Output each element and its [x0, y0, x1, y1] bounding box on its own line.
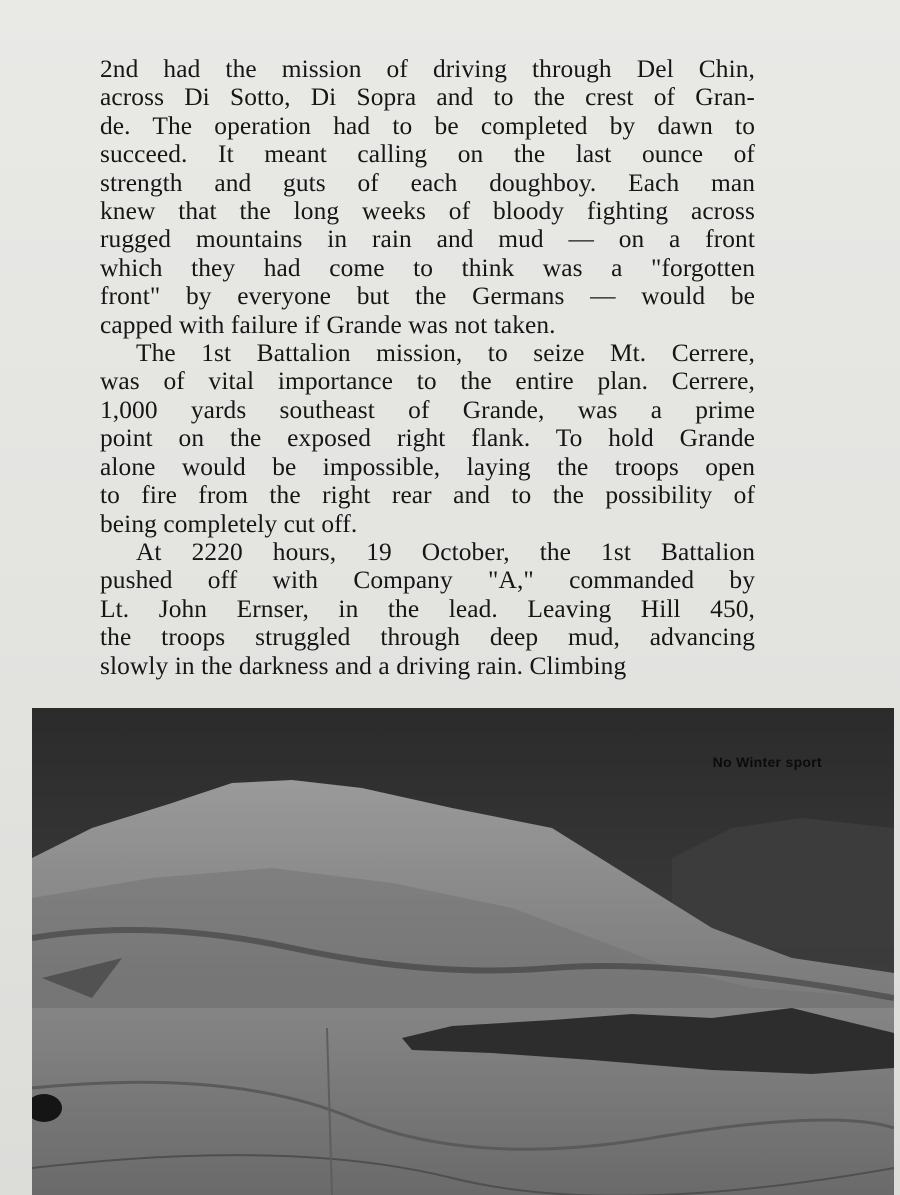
text-line: The 1st Battalion mission, to seize Mt. Cerrere, — [136, 339, 755, 368]
text-line: slowly in the darkness and a driving rain. Climbing — [100, 651, 627, 680]
text-line: pushed off with Company "A," commanded by — [100, 566, 755, 595]
article-body — [100, 55, 755, 680]
text-line: across Di Sotto, Di Sopra and to the crest of Gran- — [100, 83, 755, 112]
text-line: succeed. It meant calling on the last ounce of — [100, 140, 755, 169]
text-line: At 2220 hours, 19 October, the 1st Battalion — [136, 537, 755, 566]
text-line: alone would be impossible, laying the troops open — [100, 452, 755, 481]
text-line: 2nd had the mission of driving through Del Chin, — [100, 55, 755, 83]
paragraph-1 — [100, 55, 755, 339]
text-line: knew that the long weeks of bloody fighting across — [100, 197, 755, 226]
text-line: the troops struggled through deep mud, advancing — [100, 623, 755, 652]
text-line: 1,000 yards southeast of Grande, was a prime — [100, 395, 755, 424]
text-line: front" by everyone but the Germans — would be — [100, 282, 755, 311]
text-line: strength and guts of each doughboy. Each man — [100, 168, 755, 197]
mountain-photo-graphic — [32, 708, 894, 1195]
text-line: which they had come to think was a "forgotten — [100, 253, 755, 282]
text-line: rugged mountains in rain and mud — on a front — [100, 225, 755, 254]
text-line: Lt. John Ernser, in the lead. Leaving Hill 450, — [100, 594, 755, 623]
paragraph-2 — [100, 339, 755, 538]
text-line: point on the exposed right flank. To hold Grande — [100, 424, 755, 453]
text-line: to fire from the right rear and to the possibility of — [100, 481, 755, 510]
text-line: was of vital importance to the entire plan. Cerrere, — [100, 367, 755, 396]
mountain-photo — [32, 708, 894, 1195]
text-line: being completely cut off. — [100, 509, 358, 538]
photo-caption: No Winter sport — [712, 754, 822, 770]
text-line: capped with failure if Grande was not taken. — [100, 310, 556, 339]
text-line: de. The operation had to be completed by dawn to — [100, 111, 755, 140]
paragraph-3 — [100, 538, 755, 680]
